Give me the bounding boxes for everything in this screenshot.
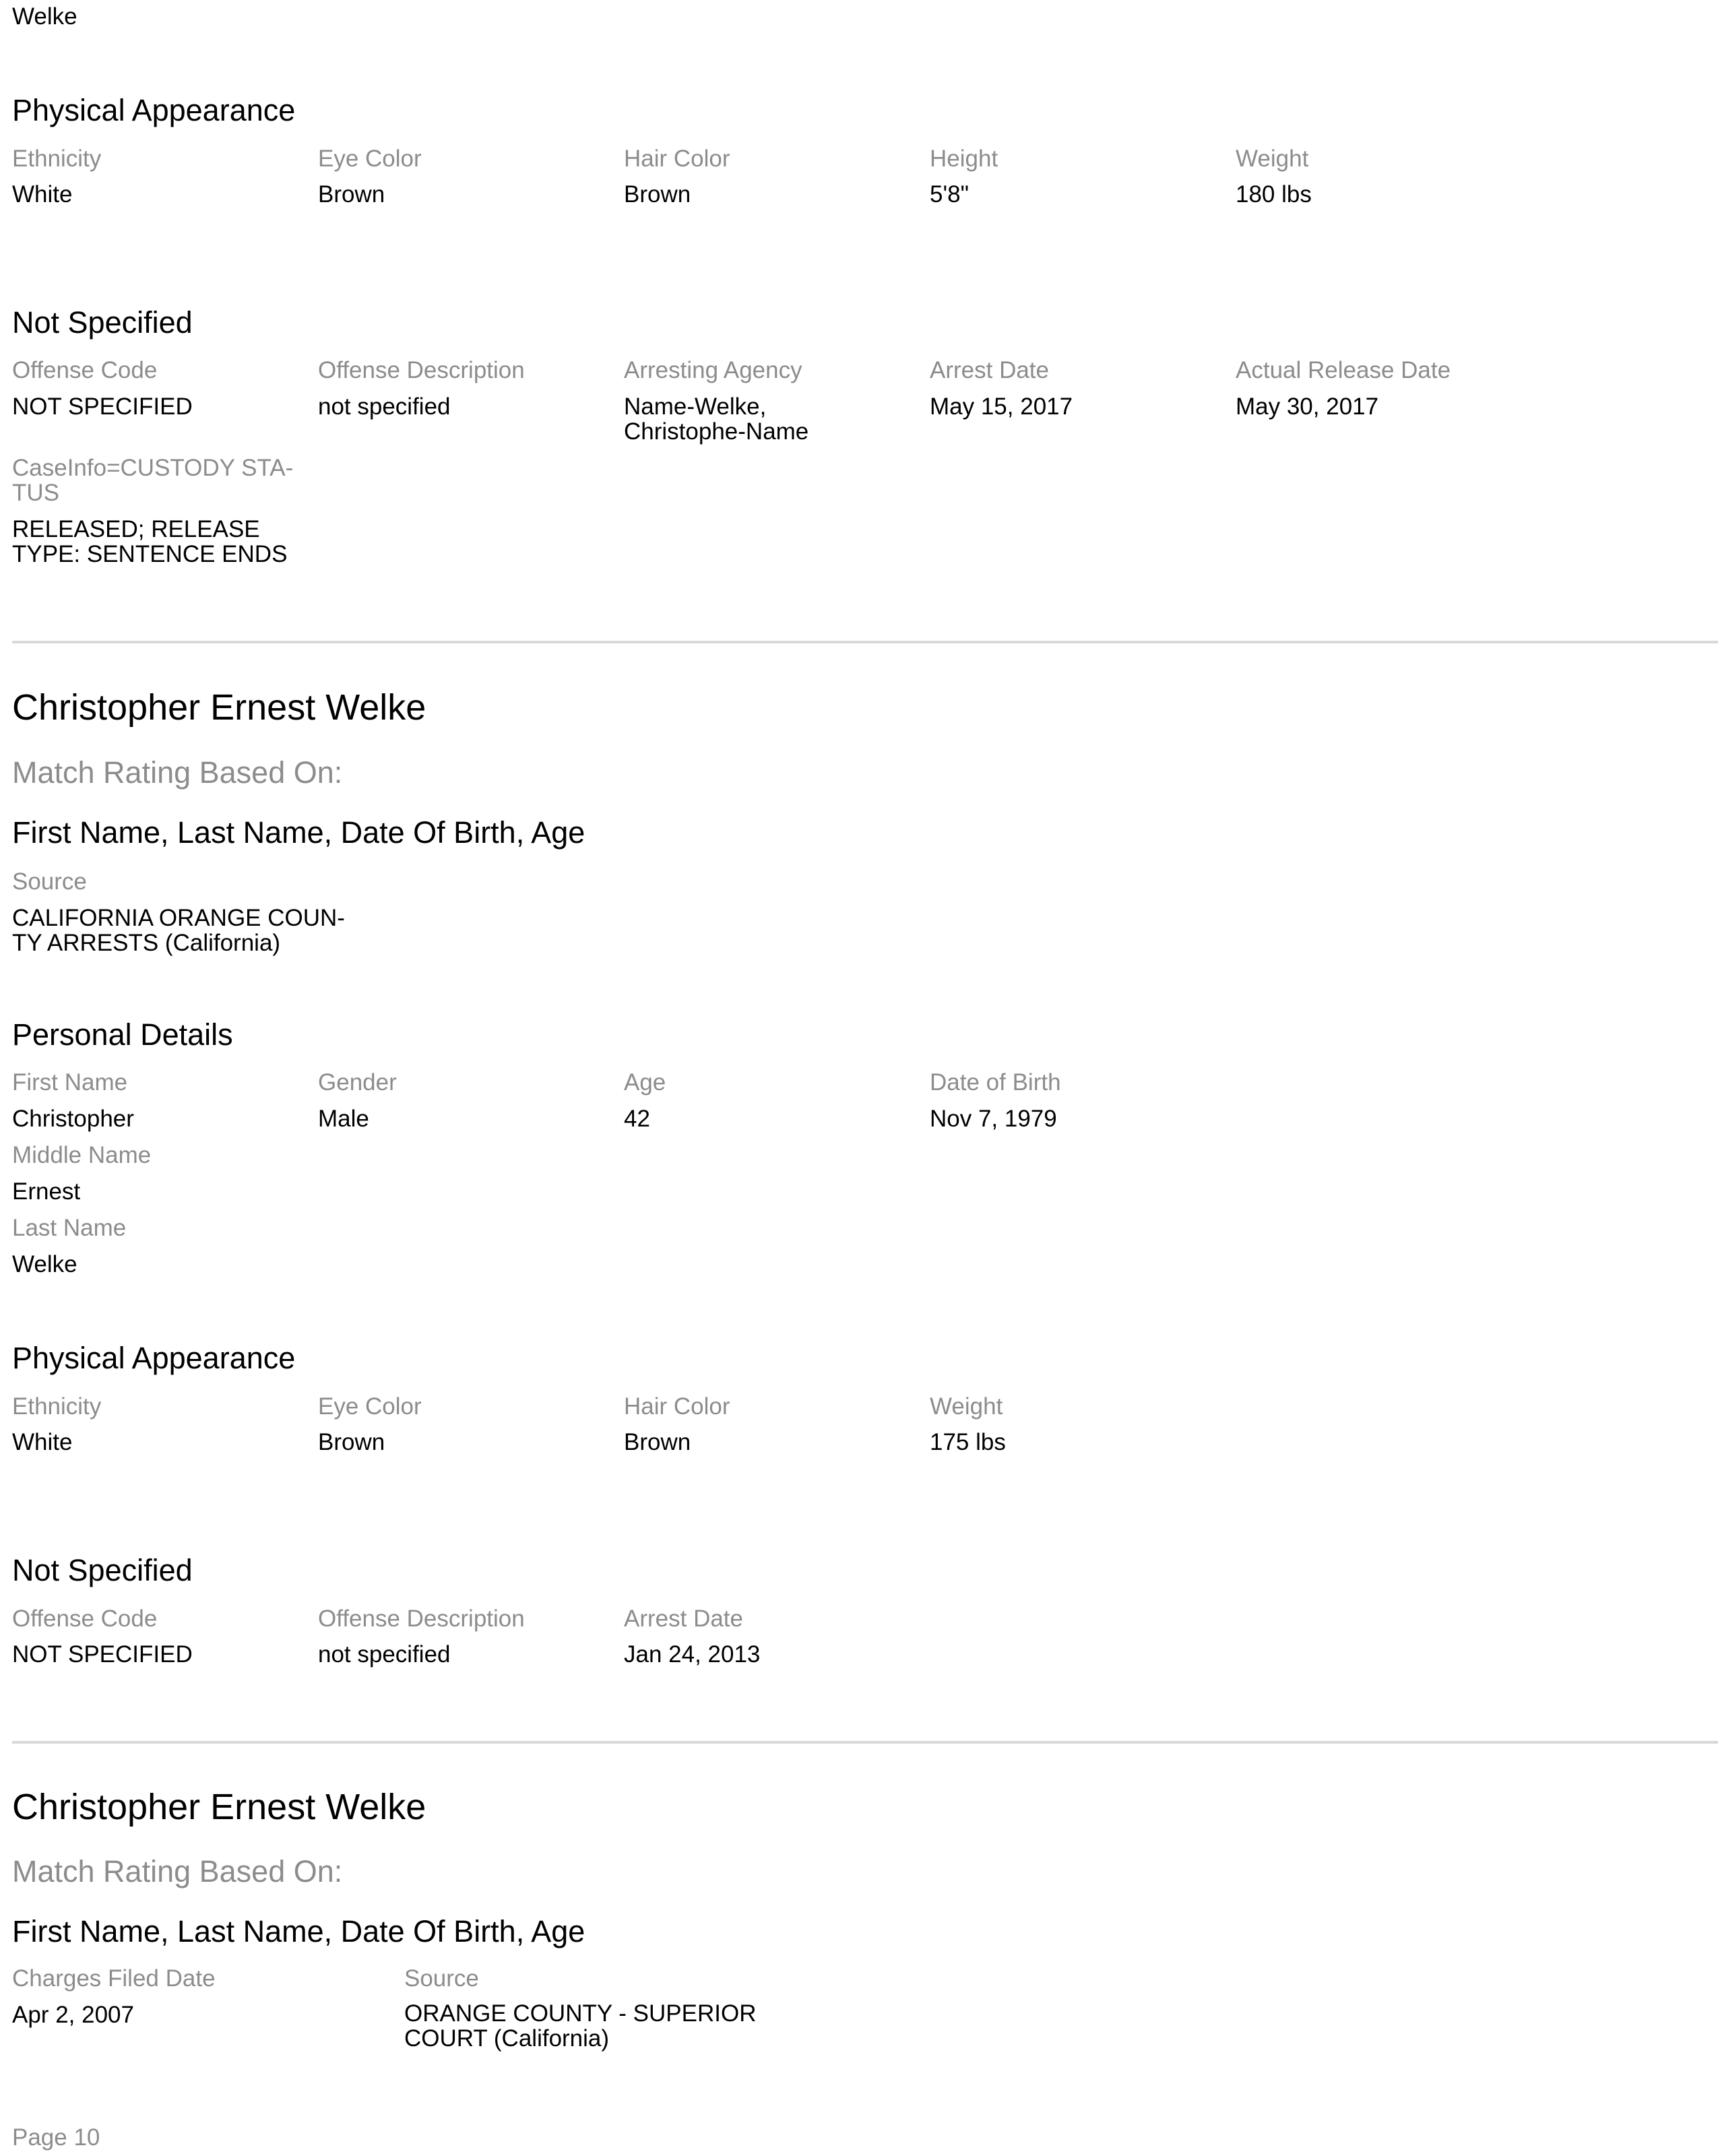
label-charges-filed-date: Charges Filed Date [12,1965,216,1992]
section-title-physical-appearance: Physical Appearance [12,1341,296,1375]
value-weight: 180 lbs [1236,181,1312,208]
record-name-heading: Christopher Ernest Welke [12,1787,426,1827]
label-offense-code: Offense Code [12,357,158,383]
value-age: 42 [624,1106,650,1132]
label-caseinfo-line2: TUS [12,480,59,506]
value-charges-filed-date: Apr 2, 2007 [12,2002,134,2028]
value-source-line2: TY ARRESTS (California) [12,930,281,956]
value-source-line1: ORANGE COUNTY - SUPERIOR [404,2000,757,2027]
label-eye-color: Eye Color [318,1393,422,1420]
value-last-name: Welke [12,1251,77,1277]
section-title-offense: Not Specified [12,1553,193,1587]
label-hair-color: Hair Color [624,146,730,172]
value-ethnicity: White [12,181,73,208]
value-arresting-agency-line2: Christophe-Name [624,418,809,445]
match-rating-value: First Name, Last Name, Date Of Birth, Age [12,1914,585,1948]
value-date-of-birth: Nov 7, 1979 [930,1106,1057,1132]
value-arrest-date: Jan 24, 2013 [624,1641,761,1668]
section-title-offense: Not Specified [12,305,193,340]
label-ethnicity: Ethnicity [12,146,102,172]
label-weight: Weight [930,1393,1003,1420]
value-actual-release-date: May 30, 2017 [1236,393,1379,420]
value-offense-code: NOT SPECIFIED [12,1641,193,1668]
label-first-name: First Name [12,1069,128,1096]
value-offense-description: not specified [318,393,451,420]
label-hair-color: Hair Color [624,1393,730,1420]
label-weight: Weight [1236,146,1309,172]
value-source-line1: CALIFORNIA ORANGE COUN- [12,905,345,931]
label-age: Age [624,1069,666,1096]
label-gender: Gender [318,1069,397,1096]
value-eye-color: Brown [318,181,385,208]
value-first-name: Christopher [12,1106,134,1132]
value-caseinfo-line1: RELEASED; RELEASE [12,516,260,542]
page-number: Page 10 [12,2124,100,2151]
label-offense-description: Offense Description [318,1606,525,1632]
value-ethnicity: White [12,1429,73,1455]
label-source: Source [404,1965,479,1992]
value-hair-color: Brown [624,1429,691,1455]
record-name-heading: Christopher Ernest Welke [12,687,426,728]
value-offense-description: not specified [318,1641,451,1668]
label-height: Height [930,146,998,172]
label-offense-description: Offense Description [318,357,525,383]
label-arresting-agency: Arresting Agency [624,357,802,383]
label-arrest-date: Arrest Date [930,357,1049,383]
value-offense-code: NOT SPECIFIED [12,393,193,420]
label-offense-code: Offense Code [12,1606,158,1632]
label-ethnicity: Ethnicity [12,1393,102,1420]
label-eye-color: Eye Color [318,146,422,172]
match-rating-label: Match Rating Based On: [12,1854,343,1889]
value-arrest-date: May 15, 2017 [930,393,1073,420]
label-actual-release-date: Actual Release Date [1236,357,1451,383]
value-source-line2: COURT (California) [404,2025,610,2052]
value-hair-color: Brown [624,181,691,208]
value-eye-color: Brown [318,1429,385,1455]
carryover-last-name: Welke [12,3,77,30]
match-rating-label: Match Rating Based On: [12,755,343,790]
record-divider [12,1741,1718,1744]
section-title-physical-appearance: Physical Appearance [12,93,296,127]
value-arresting-agency-line1: Name-Welke, [624,393,767,420]
value-middle-name: Ernest [12,1178,81,1205]
value-height: 5'8" [930,181,969,208]
value-caseinfo-line2: TYPE: SENTENCE ENDS [12,541,288,567]
label-source: Source [12,868,87,895]
label-date-of-birth: Date of Birth [930,1069,1061,1096]
record-divider [12,641,1718,643]
label-last-name: Last Name [12,1215,127,1241]
label-arrest-date: Arrest Date [624,1606,743,1632]
match-rating-value: First Name, Last Name, Date Of Birth, Age [12,815,585,850]
section-title-personal-details: Personal Details [12,1017,233,1052]
label-caseinfo-line1: CaseInfo=CUSTODY STA- [12,455,294,481]
value-weight: 175 lbs [930,1429,1006,1455]
value-gender: Male [318,1106,369,1132]
label-middle-name: Middle Name [12,1142,152,1168]
